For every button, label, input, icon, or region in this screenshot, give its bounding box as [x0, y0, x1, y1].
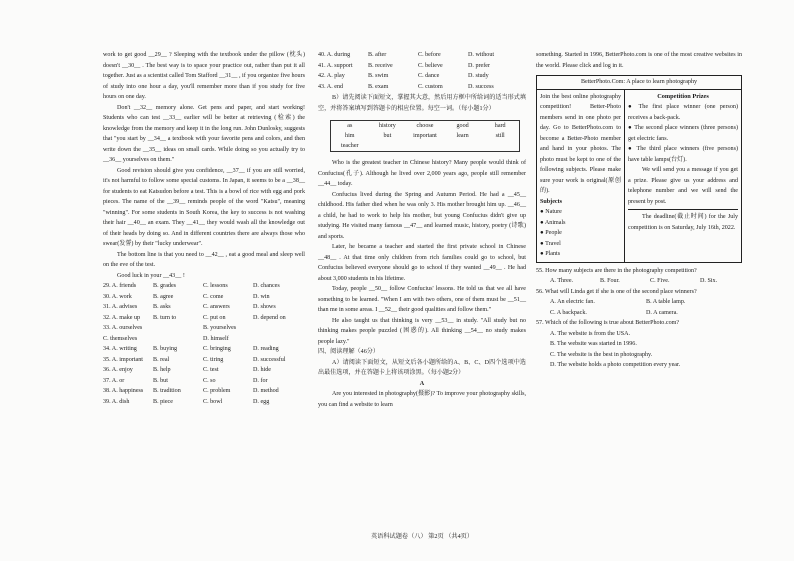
prize-item: ● The first place winner (one person) receives a back-pack.	[628, 102, 738, 123]
option-text: B. exam	[368, 83, 389, 90]
option-text: C. A backpack.	[550, 309, 587, 316]
option-text: B. swim	[368, 73, 389, 79]
option-text: B. but	[153, 377, 168, 384]
option-text: 41. A. support	[318, 62, 353, 69]
option-text: D. The website holds a photo competition every year.	[550, 362, 681, 368]
passage-paragraph: Don't __32__ memory alone. Get pens and paper, and start working! Students who can test __33__ earlier will be better at retrieving (检索) the knowledge from the memory and keep it in the long run. John Dunlosky, suggests that "you start by __34__ a textbook with your favorite pens and colors, and then write down the __35__ ideas on small cards. While doing so you actually try to __36__ yourselves on them."	[103, 104, 305, 163]
option-text: C. bringing	[203, 346, 231, 352]
passage-paragraph: Who is the greatest teacher in Chinese history? Many people would think of Confucius(孔子). Although he lived over 2,000 years ago, people still remember __44__ today.	[318, 160, 526, 187]
word-box-item: as	[347, 123, 353, 129]
word-box-item: him	[345, 133, 355, 139]
option-row	[103, 376, 305, 387]
option-text: 42. A. play	[318, 73, 345, 79]
option-text: D. hide	[253, 367, 271, 373]
option-text: B. after	[368, 52, 387, 58]
question-stem: 57. Which of the following is true about BetterPhoto.com?	[536, 320, 680, 326]
instruction-a: A）请阅读下面短文，从短文后各小题所给的A、B、C、D四个选项中选出最佳选项，并在答题卡上将该项涂黑。（每小题2分）	[318, 359, 526, 376]
subject-item: ● Nature	[540, 207, 621, 218]
word-box-item: but	[383, 133, 392, 139]
option-text: C. believe	[418, 62, 443, 69]
option-row	[103, 355, 305, 366]
column-right	[536, 50, 742, 371]
option-text: 38. A. happiness	[103, 388, 144, 394]
option-text: B. grades	[153, 283, 177, 289]
word-box-item: still	[495, 133, 505, 139]
option-text: 32. A. make up	[103, 314, 141, 321]
option-row	[103, 365, 305, 376]
option-text: C. Five.	[650, 278, 670, 284]
passage-paragraph: Are you interested in photography(摄影)? To improve your photography skills, you can find a website to learn	[318, 391, 526, 408]
option-text: 30. A. work	[103, 293, 132, 300]
option-text: B. buying	[153, 346, 178, 352]
option-text: B. Four.	[600, 278, 620, 284]
option-text: C. put on	[203, 314, 226, 321]
option-text: 34. A. writing	[103, 346, 137, 352]
option-text: D. shows	[253, 304, 276, 310]
option-row	[103, 292, 305, 303]
option-text: A. Three.	[550, 278, 574, 284]
word-box-item: history	[378, 123, 396, 129]
option-text: B. The website was started in 1996.	[550, 341, 637, 347]
advert-intro: Join the best online photography competition! Better-Photo members send in one photo per day. Go to BetterPhoto.com to become a Better-Photo member and hand in your photos. The photo must be kept to one of the following subjects. Please make sure your work is original(原创的).	[540, 93, 621, 194]
option-text	[253, 323, 305, 334]
subject-item: ● Plants	[540, 249, 621, 260]
option-row	[103, 323, 305, 334]
option-text: 37. A. or	[103, 377, 125, 384]
question-55	[536, 266, 742, 287]
option-row	[103, 397, 305, 408]
option-text: C. custom	[418, 83, 443, 90]
option-text: B. A table lamp.	[646, 299, 686, 305]
option-text: 33. A. ourselves	[103, 325, 143, 331]
word-box-item: good	[456, 123, 469, 129]
section-heading: 四、阅读理解（46分）	[318, 349, 379, 355]
option-text: 36. A. enjoy	[103, 367, 133, 373]
option-text: C. The website is the best in photography.	[550, 351, 653, 358]
option-text: D. chances	[253, 283, 280, 289]
deadline-note: The deadline(截止时间) for the July competition is on Saturday, July 16th, 2022.	[628, 209, 738, 233]
option-text: D. for	[253, 377, 268, 384]
option-text: 29. A. friends	[103, 283, 137, 289]
question-options	[536, 276, 742, 287]
passage-paragraph: something. Started in 1996, BetterPhoto.com is one of the most creative websites in the world. Please click and log in it.	[536, 52, 742, 69]
prizes-title: Competition Prizes	[657, 92, 709, 100]
option-text: B. piece	[153, 398, 173, 405]
option-text: D. study	[468, 73, 489, 79]
option-text: B. turn to	[153, 314, 177, 321]
passage-paragraph: Today, people __50__ follow Confucius' lessons. He told us that we all have something to be learned. "When I am with two others, one of them must be __51__ than me in some areas. I __52__ their good qualities and follow them."	[318, 286, 526, 313]
subjects-label: Subjects	[540, 198, 563, 205]
passage-paragraph: Later, he became a teacher and started the first private school in Chinese __48__ . At that time only children from rich families could go to school, but Confucius believed everyone should go to school if they wanted __49__ . He had about 3,000 students in his lifetime.	[318, 244, 526, 282]
column-middle	[318, 50, 526, 410]
option-text: B. yourselves	[203, 325, 237, 331]
page-footer: 英语科试题卷（八） 第2页 （共4页）	[370, 533, 474, 540]
option-text: D. success	[468, 83, 494, 90]
option-text: B. receive	[368, 62, 393, 69]
option-text: 35. A. important	[103, 356, 143, 363]
prize-item: ● The third place winners (five persons) have table lamps(台灯).	[628, 144, 738, 165]
option-text: C. problem	[203, 388, 231, 394]
option-row	[103, 386, 305, 397]
subjects-list	[540, 207, 621, 260]
passage-paragraph: work to get good __29__ ? Sleeping with the textbook under the pillow (枕头) doesn't __30__ . The best way is to space your practice out, rather than put it all together. Just as a scientist called Tom Stafford __31__ , if you organize five hours of study into one hour a day, you'll remember more than if you study for five hours on one day.	[103, 52, 305, 100]
option-row	[103, 302, 305, 313]
option-row	[103, 313, 305, 324]
option-text: D. without	[468, 52, 495, 58]
option-text: C. so	[203, 377, 216, 384]
option-text: 39. A. dish	[103, 398, 130, 405]
passage-paragraph: The bottom line is that you need to __42__ , eat a good meal and sleep well on the eve of the test.	[103, 251, 305, 268]
advert-right	[625, 90, 741, 262]
word-box-item: teacher	[341, 143, 359, 149]
option-text: B. real	[153, 356, 170, 363]
option-text: D. egg	[253, 398, 270, 405]
option-text: C. themselves	[103, 335, 138, 342]
option-text: C. tiring	[203, 356, 224, 363]
passage-paragraph: Good luck in your __43__ !	[117, 272, 185, 279]
option-text: C. test	[203, 367, 219, 373]
column-left	[103, 50, 305, 407]
word-box-item: important	[413, 133, 437, 139]
option-text: D. successful	[253, 356, 286, 363]
option-text: 43. A. end	[318, 83, 344, 90]
passage-paragraph: Good revision should give you confidence, __37__ if you are still worried, it's not harmful to follow some special customs. In Japan, it seems to be a __38__ for students to eat Katsudon before a test. This is a bowl of rice with egg and pork pieces. The name of the __39__ reminds people of the word "Katsu", meaning "winning". For some students in South Korea, the key to success is not washing their hair __40__ an exam. They __41__ they would wash all the knowledge out of their heads by doing so. And in different countries there are always those who swear(发誓) by their "lucky underwear".	[103, 167, 305, 247]
option-text	[253, 334, 305, 345]
option-row	[318, 82, 526, 93]
cloze-options	[318, 50, 526, 92]
option-text: B. asks	[153, 304, 171, 310]
prize-item: ● The second place winners (three persons) get electric fans.	[628, 123, 738, 144]
passage-paragraph: Confucius lived during the Spring and Autumn Period. He had a __45__ childhood. His father died when he was only 3. His mother brought him up. __46__ a child, he had to work to help his mother, but young Confucius didn't give up studying. He visited many famous __47__ and learned music, history, poetry (诗歌) and sports.	[318, 191, 526, 240]
option-text: C. come	[203, 293, 224, 300]
prize-note: We will send you a message if you get a prize. Please give us your address and telephone number and we will send the present by post.	[628, 167, 738, 205]
option-row	[103, 281, 305, 292]
option-text: B. tradition	[153, 388, 181, 394]
subject-item: ● People	[540, 228, 621, 239]
option-text	[153, 323, 203, 334]
option-row	[318, 61, 526, 72]
option-text: A. The website is from the USA.	[550, 330, 631, 337]
instruction-b: B）请先阅读下面短文，掌握其大意，然后用方框中所给词的适当形式填空，并将答案填写到答题卡的相应位置。每空一词。（每小题1分）	[318, 95, 526, 112]
question-stem: 56. What will Linda get if she is one of the second place winners?	[536, 288, 697, 295]
passage-letter: A	[419, 380, 425, 387]
option-text: B. agree	[153, 293, 174, 300]
option-text: D. win	[253, 293, 270, 300]
advert-box	[536, 75, 742, 263]
option-text: C. before	[418, 52, 441, 58]
option-text: D. Six.	[700, 278, 718, 284]
option-text: C. answers	[203, 304, 230, 310]
option-text: 40. A. during	[318, 52, 351, 58]
option-text: D. A camera.	[646, 309, 678, 316]
option-text	[153, 334, 203, 345]
question-56	[536, 287, 742, 319]
advert-left	[537, 90, 625, 262]
option-text: C. lessons	[203, 283, 228, 289]
advert-title: BetterPhoto.Com: A place to learn photography	[537, 76, 741, 90]
option-text: D. prefer	[468, 62, 490, 69]
option-text: D. method	[253, 388, 279, 394]
subject-item: ● Travel	[540, 239, 621, 250]
subject-item: ● Animals	[540, 218, 621, 229]
word-box-item: choose	[416, 123, 434, 129]
option-text: 31. A. advises	[103, 304, 138, 310]
option-text: A. An electric fan.	[550, 299, 595, 305]
option-row	[103, 334, 305, 345]
word-box	[330, 120, 520, 152]
passage-paragraph: He also taught us that thinking is very __53__ in study. "All study but no thinking makes people puzzled (困惑的). All thinking __54__ no study makes people lazy."	[318, 317, 526, 345]
option-text: C. dance	[418, 73, 440, 79]
option-text: B. help	[153, 367, 171, 373]
cloze-options	[103, 281, 305, 407]
option-row	[103, 344, 305, 355]
question-options	[536, 297, 742, 318]
option-text: D. reading	[253, 346, 279, 352]
question-stem: 55. How many subjects are there in the photography competition?	[536, 267, 697, 274]
word-box-item: learn	[456, 133, 469, 139]
word-box-item: hard	[494, 123, 506, 129]
option-row	[318, 71, 526, 82]
question-options	[536, 329, 742, 371]
option-text: D. himself	[203, 335, 229, 342]
question-57	[536, 318, 742, 371]
option-text: D. depend on	[253, 314, 286, 321]
option-row	[318, 50, 526, 61]
option-text: C. bowl	[203, 398, 223, 405]
